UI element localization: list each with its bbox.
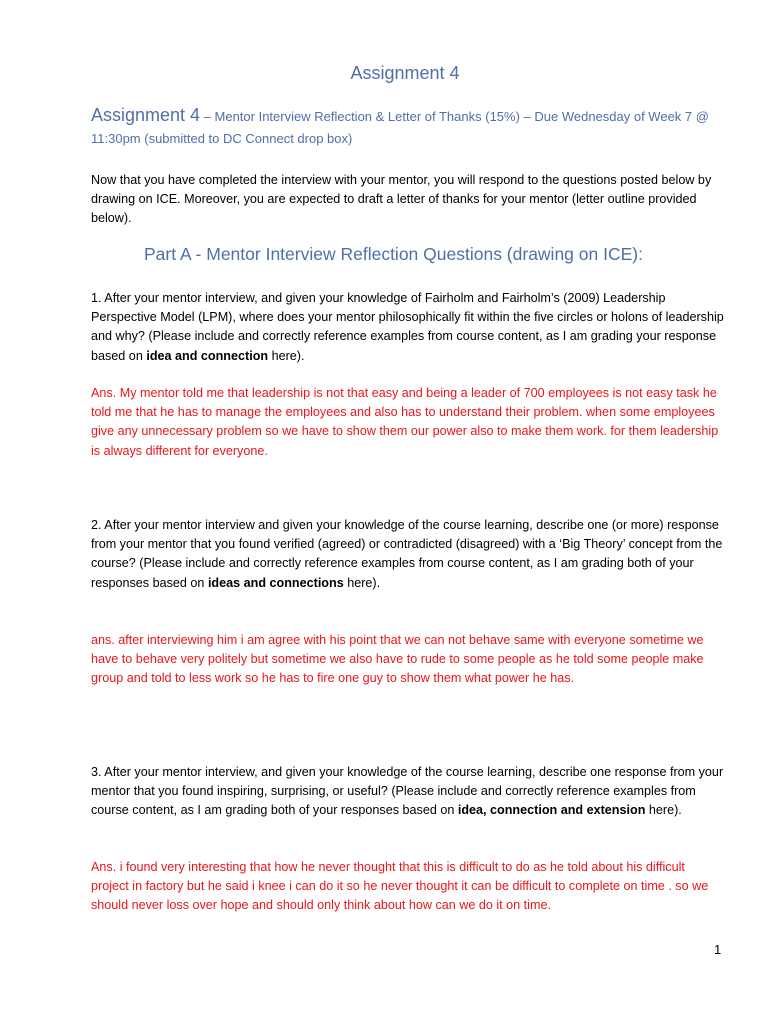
- question-2-emphasis: ideas and connections: [207, 575, 344, 590]
- assignment-heading: [91, 104, 721, 150]
- question-2-tail: here).: [343, 575, 381, 590]
- part-a-heading: Part A - Mentor Interview Reflection Questions (drawing on ICE):: [144, 244, 643, 264]
- question-3: [91, 763, 725, 821]
- answer-2: ans. after interviewing him i am agree with his point that we can not behave same with everyone sometime we have to behave very politely but sometime we also have to rude to some people as he told some people make group and told to less work so he has to fire one guy to show them what power he has.: [91, 633, 704, 686]
- question-1: [91, 289, 725, 366]
- answer-1: Ans. My mentor told me that leadership is not that easy and being a leader of 700 employees is not easy task he told me that he has to manage the employees and also has to understand their problem. when some employees give any unnecessary problem so we have to show them our power also to make them work. for them leadership is always different for everyone.: [91, 386, 719, 458]
- document-title: Assignment 4: [350, 63, 460, 83]
- question-2: [91, 516, 725, 593]
- question-1-tail: here).: [268, 348, 305, 363]
- intro-paragraph: Now that you have completed the interview with your mentor, you will respond to the questions posted below by drawing on ICE. Moreover, you are expected to draft a letter of thanks for your mentor (letter outline provided below).: [91, 173, 712, 226]
- assignment-heading-label: Assignment 4: [91, 105, 201, 125]
- page-number: 1: [714, 942, 722, 957]
- question-3-tail: here).: [645, 803, 682, 818]
- question-2-text: 2. After your mentor interview and given your knowledge of the course learning, describe one (or more) response from your mentor that you found verified (agreed) or contradicted (disagreed) with a ‘Big Theory’ concept from the course? (Please include and correctly reference examples from course content, as I am grading both of your responses based on: [91, 518, 723, 590]
- question-3-text: 3. After your mentor interview, and given your knowledge of the course learning, describe one response from your mentor that you found inspiring, surprising, or useful? (Please include and correctly reference examples from course content, as I am grading both of your responses based on: [91, 765, 724, 818]
- assignment-heading-details: – Mentor Interview Reflection & Letter of Thanks (15%) – Due Wednesday of Week 7 @ 11:30pm (submitted to DC Connect drop box): [91, 109, 709, 146]
- question-1-emphasis: idea and connection: [146, 348, 269, 363]
- question-1-text: 1. After your mentor interview, and given your knowledge of Fairholm and Fairholm’s (2009) Leadership Perspective Model (LPM), where does your mentor philosophically fit within the five circles or holons of leadership and why? (Please include and correctly reference examples from course content, as I am grading your response based on: [91, 291, 724, 363]
- question-3-emphasis: idea, connection and extension: [457, 803, 646, 818]
- answer-3: Ans. i found very interesting that how he never thought that this is difficult to do as he told about his difficult project in factory but he said i knee i can do it so he never thought it can be difficult to complete on time . so we should never loss over hope and should only think about how can we do it on time.: [91, 860, 709, 913]
